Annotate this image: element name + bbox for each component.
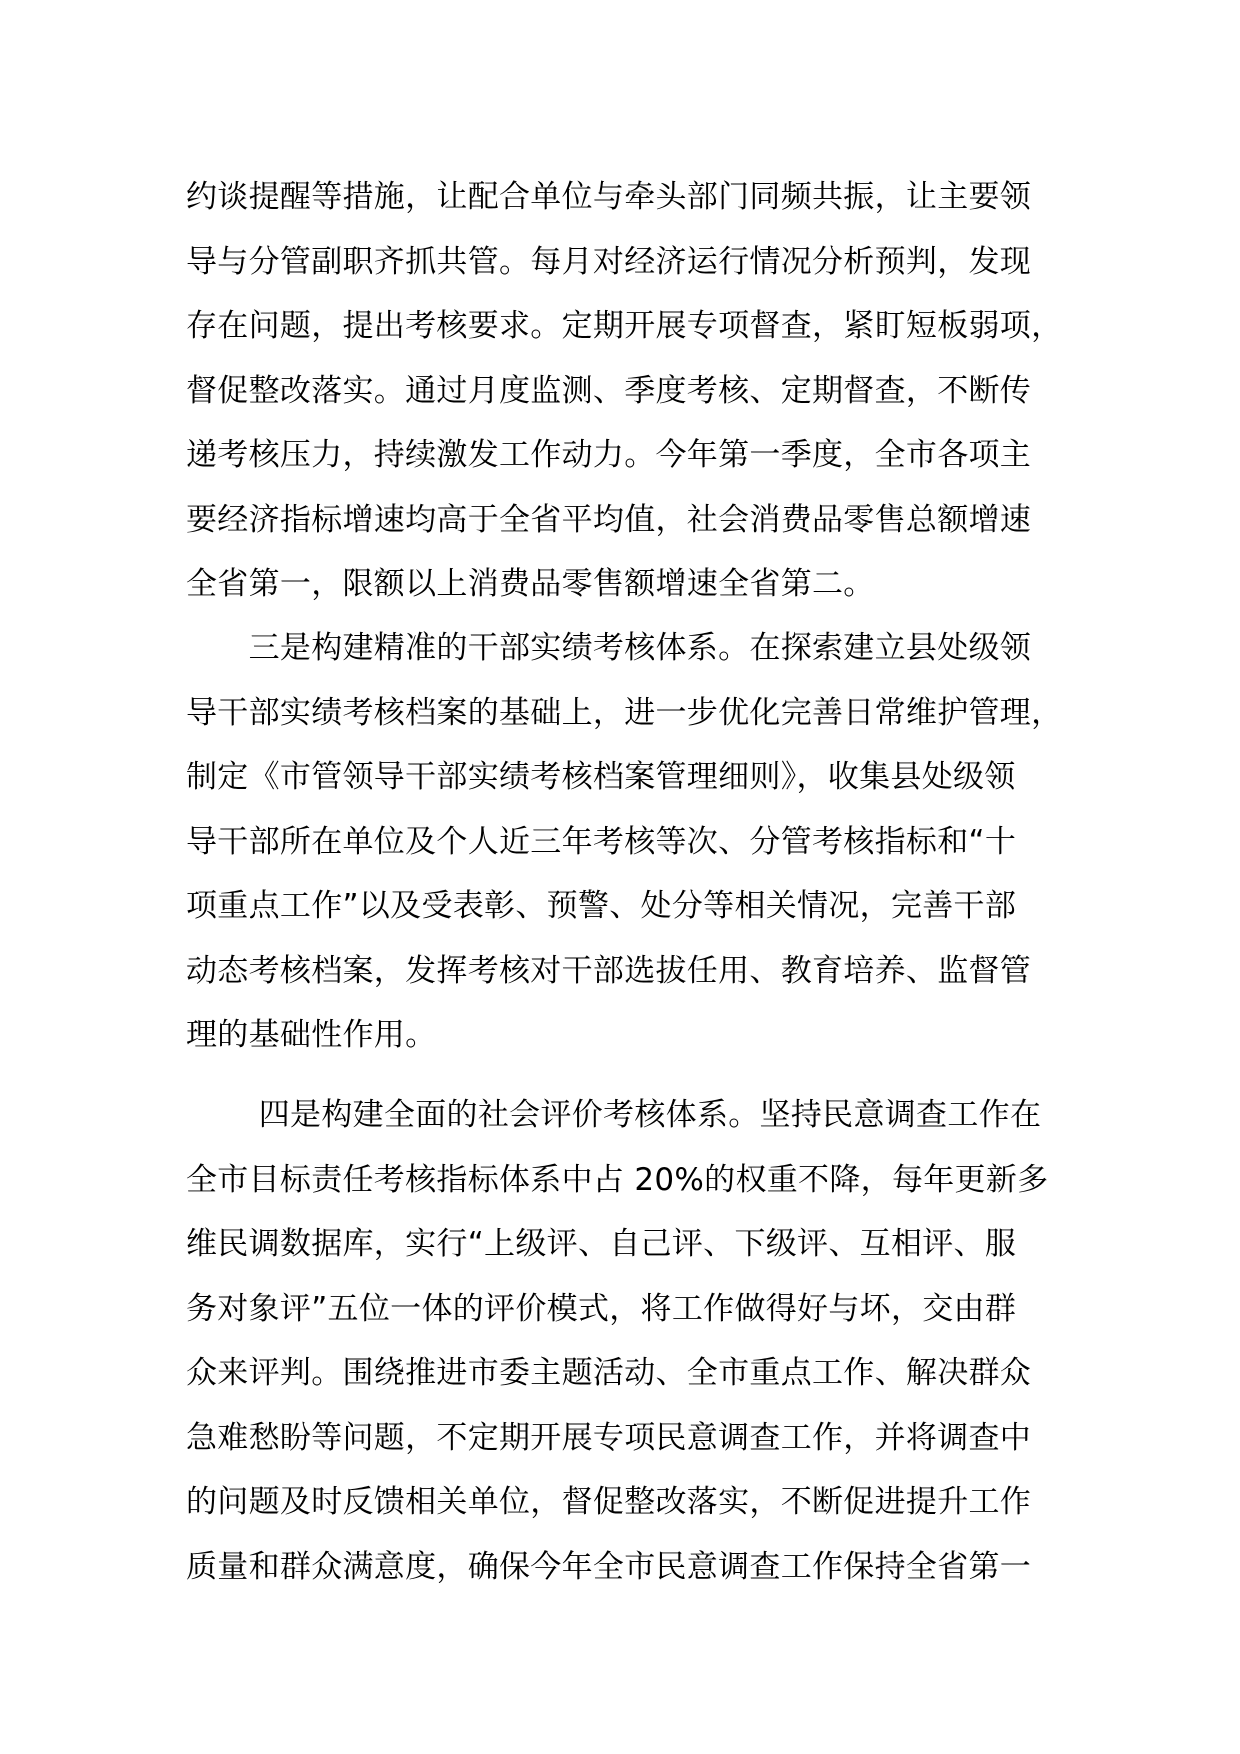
paragraph-line: 理的基础性作用。 [186,1017,437,1053]
paragraph-line: 存在问题，提出考核要求。定期开展专项督查，紧盯短板弱项， [186,308,1063,344]
paragraph-line: 众来评判。围绕推进市委主题活动、全市重点工作、解决群众 [186,1355,1032,1391]
paragraph-line: 的问题及时反馈相关单位，督促整改落实，不断促进提升工作 [186,1484,1032,1520]
paragraph-line: 项重点工作”以及受表彰、预警、处分等相关情况，完善干部 [186,888,1017,924]
paragraph-line: 要经济指标增速均高于全省平均值，社会消费品零售总额增速 [186,501,1032,538]
paragraph-line: 动态考核档案，发挥考核对干部选拔任用、教育培养、监督管 [186,952,1032,989]
paragraph-line: 质量和群众满意度，确保今年全市民意调查工作保持全省第一 [186,1548,1032,1585]
paragraph-line: 务对象评”五位一体的评价模式，将工作做得好与坏，交由群 [186,1290,1017,1327]
paragraph-line: 全市目标责任考核指标体系中占 20%的权重不降，每年更新多 [186,1161,1049,1198]
paragraph-line: 导干部实绩考核档案的基础上，进一步优化完善日常维护管理， [186,694,1063,731]
paragraph-line: 四是构建全面的社会评价考核体系。坚持民意调查工作在 [186,1097,1042,1133]
paragraph-2 [186,616,1066,1068]
paragraph-line: 维民调数据库，实行“上级评、自己评、下级评、互相评、服 [186,1226,1017,1262]
paragraph-line: 约谈提醒等措施，让配合单位与牵头部门同频共振，让主要领 [186,179,1032,215]
paragraph-line: 三是构建精准的干部实绩考核体系。在探索建立县处级领 [186,630,1032,666]
paragraph-line: 递考核压力，持续激发工作动力。今年第一季度，全市各项主 [186,437,1032,473]
paragraph-line: 督促整改落实。通过月度监测、季度考核、定期督查，不断传 [186,372,1032,409]
paragraph-line: 急难愁盼等问题，不定期开展专项民意调查工作，并将调查中 [186,1419,1032,1456]
paragraph-3 [186,1083,1066,1599]
paragraph-line: 制定《市管领导干部实绩考核档案管理细则》，收集县处级领 [186,759,1016,795]
paragraph-line: 导干部所在单位及个人近三年考核等次、分管考核指标和“十 [186,823,1017,860]
paragraph-1 [186,165,1066,617]
paragraph-line: 导与分管副职齐抓共管。每月对经济运行情况分析预判，发现 [186,243,1032,280]
paragraph-line: 全省第一，限额以上消费品零售额增速全省第二。 [186,566,875,602]
